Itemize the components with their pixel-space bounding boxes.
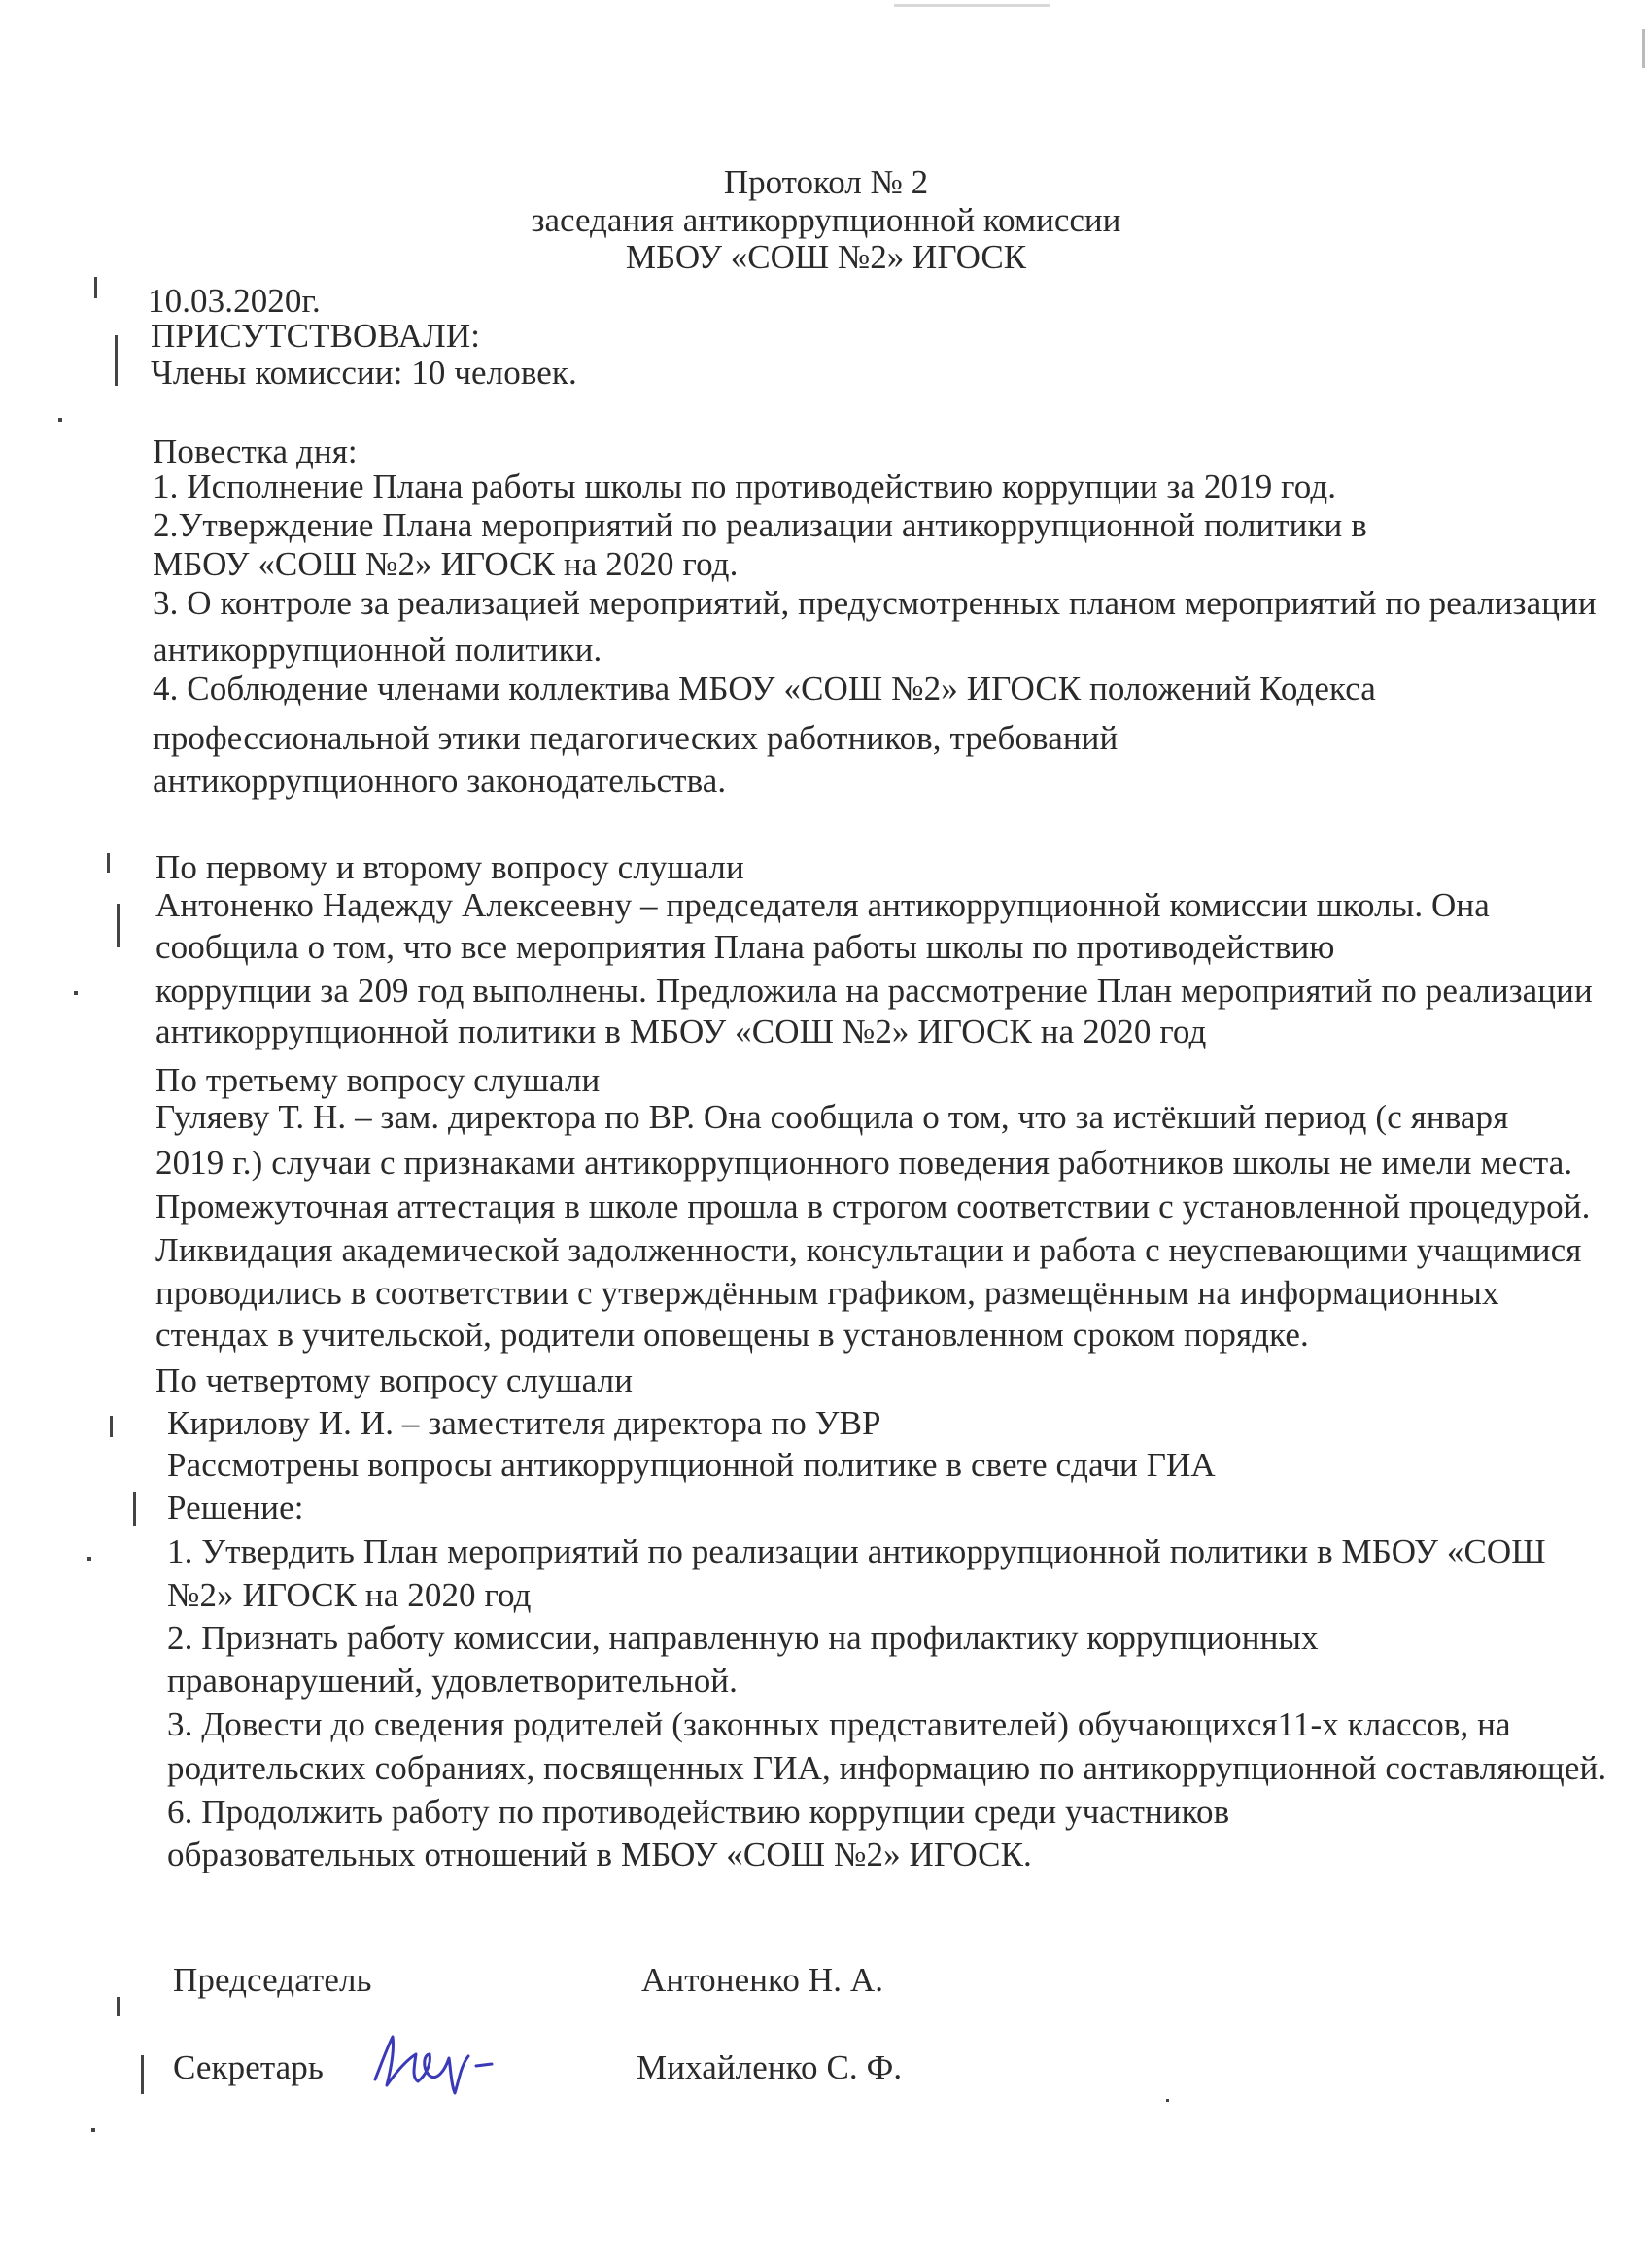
- agenda-line: 2.Утверждение Плана мероприятий по реализации антикоррупционной политики в: [153, 506, 1367, 544]
- discussion-line: Ликвидация академической задолженности, консультации и работа с неуспевающими учащимися: [155, 1231, 1582, 1269]
- margin-mark: [133, 1492, 136, 1526]
- decision-title: Решение:: [167, 1489, 304, 1527]
- discussion-line: Гуляеву Т. Н. – зам. директора по ВР. Она сообщила о том, что за истёкший период (с января: [155, 1098, 1509, 1136]
- present-label: ПРИСУТСТВОВАЛИ:: [151, 317, 481, 355]
- discussion-line: Рассмотрены вопросы антикоррупционной политике в свете сдачи ГИА: [167, 1446, 1216, 1484]
- margin-mark: [141, 2055, 144, 2094]
- margin-mark: [58, 418, 62, 422]
- meeting-date: 10.03.2020г.: [148, 282, 321, 320]
- discussion-line: По первому и второму вопросу слушали: [155, 848, 744, 886]
- secretary-name: Михайленко С. Ф.: [637, 2048, 903, 2086]
- margin-mark: [94, 277, 97, 298]
- agenda-line: антикоррупционного законодательства.: [153, 762, 727, 800]
- margin-mark: [117, 1997, 120, 2016]
- discussion-line: По третьему вопросу слушали: [155, 1061, 601, 1099]
- secretary-label: Секретарь: [173, 2048, 324, 2086]
- discussion-line: антикоррупционной политики в МБОУ «СОШ №2» ИГОСК на 2020 год: [155, 1013, 1207, 1050]
- discussion-line: сообщила о том, что все мероприятия Плана работы школы по противодействию: [155, 928, 1335, 966]
- margin-mark: [1166, 2099, 1169, 2102]
- secretary-signature: [367, 2021, 542, 2099]
- margin-mark: [107, 853, 110, 873]
- margin-mark: [115, 335, 118, 386]
- decision-line: родительских собраниях, посвященных ГИА, информацию по антикоррупционной составляющей.: [167, 1749, 1607, 1787]
- discussion-line: Промежуточная аттестация в школе прошла в строгом соответствии с установленной процедурой.: [155, 1187, 1591, 1225]
- scan-smudge: [894, 4, 1050, 7]
- document-organization: МБОУ «СОШ №2» ИГОСК: [625, 238, 1027, 276]
- discussion-line: стендах в учительской, родители оповещены в установленном сроком порядке.: [155, 1316, 1309, 1354]
- decision-line: образовательных отношений в МБОУ «СОШ №2» ИГОСК.: [167, 1836, 1032, 1873]
- discussion-line: проводились в соответствии с утверждённым графиком, размещённым на информационных: [155, 1274, 1499, 1312]
- decision-line: №2» ИГОСК на 2020 год: [167, 1576, 532, 1614]
- document-title: Протокол № 2: [723, 163, 929, 201]
- margin-mark: [87, 1557, 91, 1561]
- decision-line: 3. Довести до сведения родителей (законных представителей) обучающихся11-х классов, на: [167, 1705, 1511, 1743]
- chair-name: Антоненко Н. А.: [641, 1961, 884, 1999]
- decision-line: 1. Утвердить План мероприятий по реализации антикоррупционной политики в МБОУ «СОШ: [167, 1532, 1546, 1570]
- discussion-line: Кирилову И. И. – заместителя директора по УВР: [167, 1404, 881, 1442]
- decision-line: правонарушений, удовлетворительной.: [167, 1662, 738, 1700]
- agenda-line: МБОУ «СОШ №2» ИГОСК на 2020 год.: [153, 545, 739, 583]
- margin-mark: [117, 904, 120, 947]
- document-subtitle: заседания антикоррупционной комиссии: [531, 201, 1121, 239]
- decision-line: 2. Признать работу комиссии, направленную на профилактику коррупционных: [167, 1619, 1319, 1657]
- agenda-line: антикоррупционной политики.: [153, 631, 602, 669]
- scan-smudge: [1642, 29, 1645, 68]
- discussion-line: По четвертому вопросу слушали: [155, 1361, 634, 1399]
- decision-line: 6. Продолжить работу по противодействию коррупции среди участников: [167, 1793, 1230, 1831]
- members-count: Члены комиссии: 10 человек.: [151, 354, 577, 392]
- agenda-title: Повестка дня:: [153, 432, 358, 470]
- margin-mark: [74, 991, 78, 995]
- margin-mark: [110, 1416, 113, 1437]
- agenda-line: 4. Соблюдение членами коллектива МБОУ «СОШ №2» ИГОСК положений Кодекса: [153, 670, 1376, 707]
- discussion-line: 2019 г.) случаи с признаками антикоррупционного поведения работников школы не имели места.: [155, 1144, 1573, 1182]
- agenda-line: профессиональной этики педагогических работников, требований: [153, 719, 1119, 757]
- agenda-line: 3. О контроле за реализацией мероприятий, предусмотренных планом мероприятий по реализации: [153, 584, 1597, 622]
- discussion-line: коррупции за 209 год выполнены. Предложила на рассмотрение План мероприятий по реализации: [155, 972, 1593, 1010]
- chair-label: Председатель: [173, 1961, 372, 1999]
- agenda-line: 1. Исполнение Плана работы школы по противодействию коррупции за 2019 год.: [153, 467, 1337, 505]
- margin-mark: [91, 2128, 95, 2132]
- discussion-line: Антоненко Надежду Алексеевну – председателя антикоррупционной комиссии школы. Она: [155, 886, 1490, 924]
